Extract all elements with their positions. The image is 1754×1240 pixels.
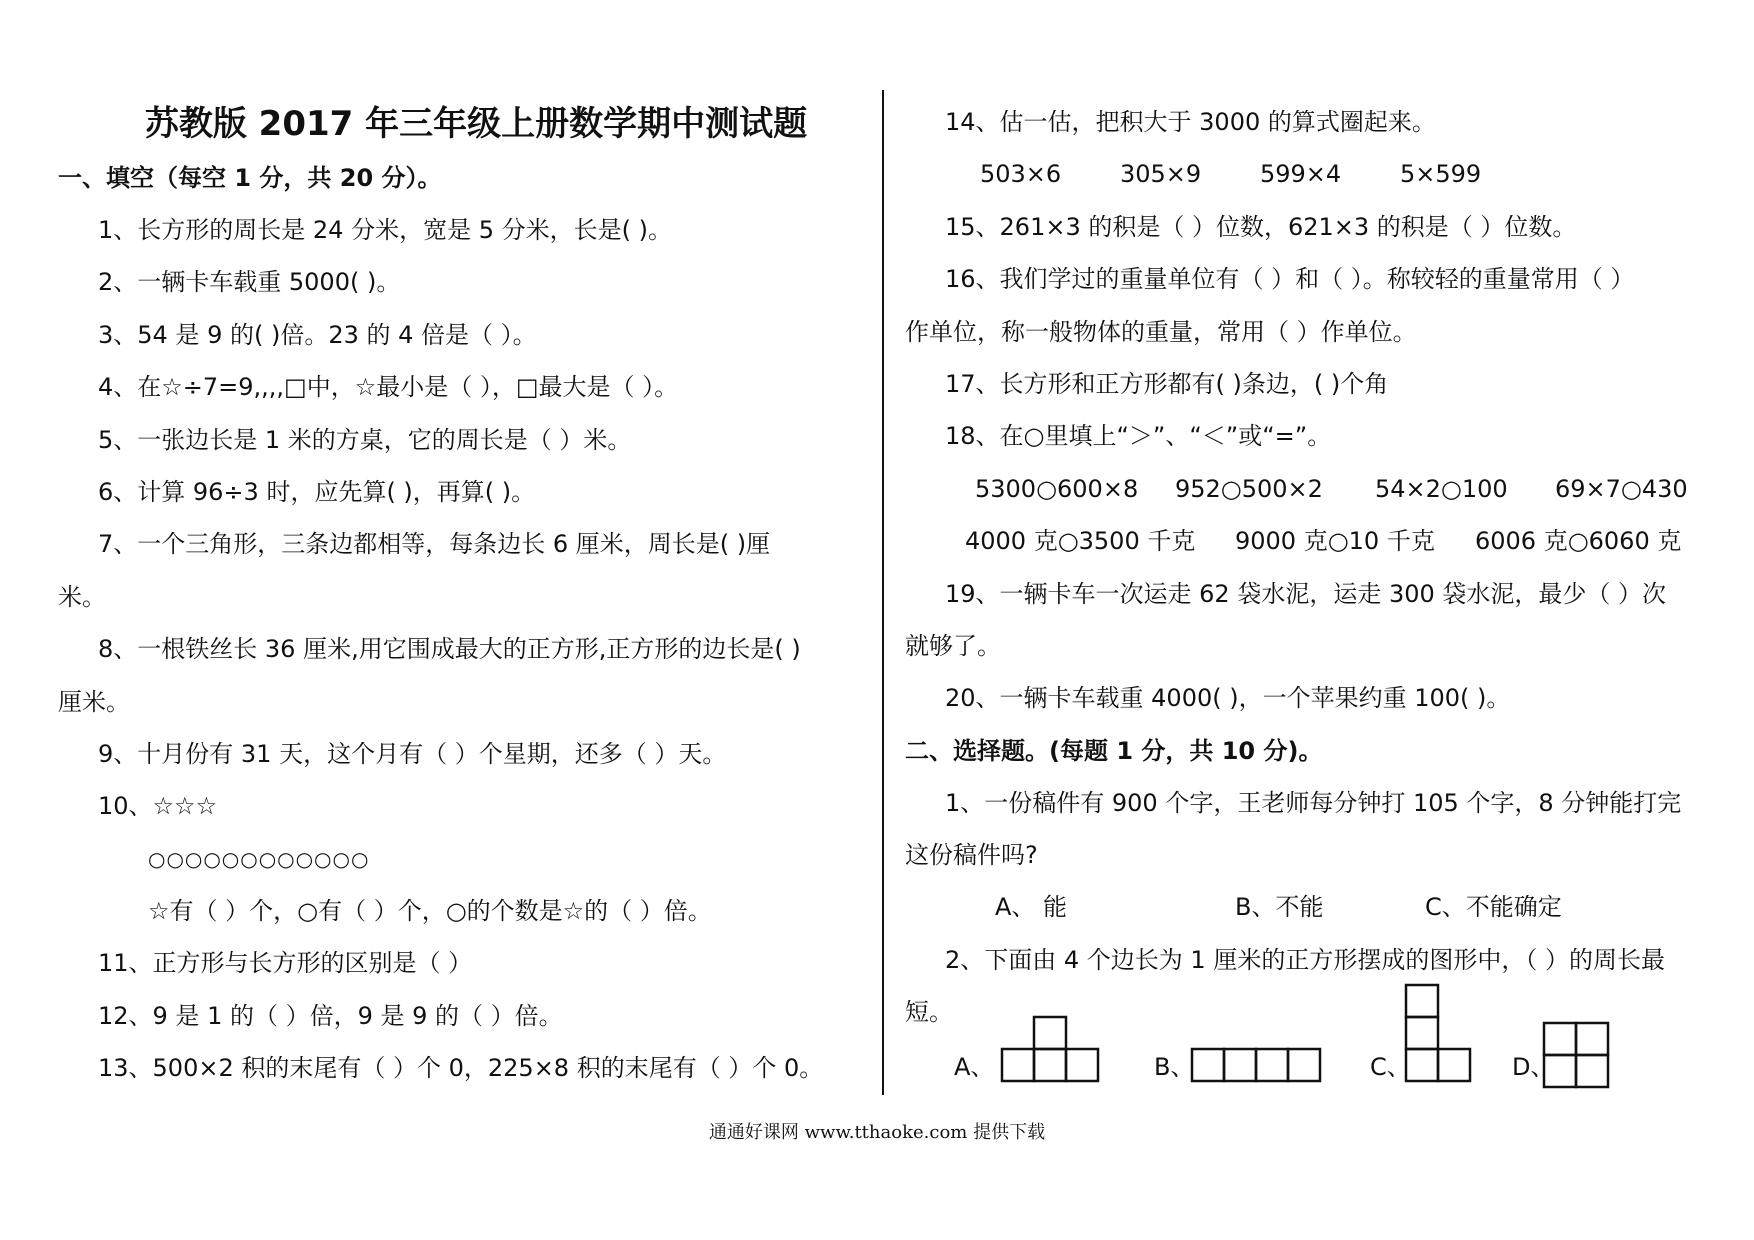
figure-c-label: C、 [1370, 1053, 1411, 1081]
question-7-line2: 米。 [58, 582, 106, 611]
choice-question-2-line2: 短。 [905, 998, 953, 1027]
shape-figures [940, 975, 1660, 1105]
question-2: 2、一辆卡车载重 5000( )。 [98, 268, 401, 297]
question-17: 17、长方形和正方形都有( )条边，( )个角 [945, 369, 1389, 398]
question-19-line2: 就够了。 [905, 631, 1001, 660]
question-9: 9、十月份有 31 天，这个月有（ ）个星期，还多（ ）天。 [98, 739, 727, 768]
question-18-row2 [905, 515, 1715, 567]
question-19-line1: 19、一辆卡车一次运走 62 袋水泥，运走 300 袋水泥，最少（ ）次 [945, 579, 1667, 608]
question-5: 5、一张边长是 1 米的方桌，它的周长是（ ）米。 [98, 425, 632, 454]
question-12: 12、9 是 1 的（ ）倍，9 是 9 的（ ）倍。 [98, 1001, 563, 1030]
figure-b [1192, 1049, 1320, 1081]
figure-b-label: B、 [1154, 1053, 1195, 1081]
comparison: 6006 克○6060 克 [1475, 527, 1682, 556]
comparison: 4000 克○3500 千克 [965, 527, 1196, 556]
option-c: C、不能确定 [1425, 893, 1562, 922]
figure-a-label: A、 [954, 1053, 995, 1081]
question-1: 1、长方形的周长是 24 分米，宽是 5 分米，长是( )。 [98, 216, 672, 244]
comparison: 9000 克○10 千克 [1235, 527, 1435, 556]
question-20: 20、一辆卡车载重 4000( )，一个苹果约重 100( )。 [945, 684, 1511, 713]
question-10-stars: 10、☆☆☆ [98, 792, 218, 821]
expression: 305×9 [1120, 160, 1202, 189]
figure-d-label: D、 [1512, 1053, 1555, 1081]
choice-question-1-line2: 这份稿件吗? [905, 841, 1038, 870]
choice-question-1-options [905, 881, 1715, 933]
comparison: 54×2○100 [1375, 474, 1508, 503]
question-14: 14、估一估，把积大于 3000 的算式圈起来。 [945, 108, 1436, 136]
figure-c [1406, 985, 1470, 1081]
option-a: A、 能 [995, 893, 1068, 922]
page-title: 苏教版 2017 年三年级上册数学期中测试题 [144, 104, 808, 144]
left-column [58, 96, 864, 1095]
choice-question-2-line1: 2、下面由 4 个边长为 1 厘米的正方形摆成的图形中，（ ）的周长最 [945, 945, 1665, 974]
question-8-line1: 8、一根铁丝长 36 厘米,用它围成最大的正方形,正方形的边长是( ) [98, 635, 801, 664]
question-3: 3、54 是 9 的( )倍。23 的 4 倍是（ ）。 [98, 320, 537, 349]
question-18: 18、在○里填上“＞”、“＜”或“=”。 [945, 422, 1332, 451]
question-4: 4、在☆÷7=9,,,,□中，☆最小是（ ），□最大是（ ）。 [98, 373, 679, 402]
right-column [905, 96, 1715, 1039]
question-18-row1 [905, 463, 1715, 515]
column-divider [882, 90, 884, 1095]
comparison: 952○500×2 [1175, 474, 1323, 503]
question-7-line1: 7、一个三角形，三条边都相等，每条边长 6 厘米，周长是( )厘 [98, 530, 771, 559]
expression: 503×6 [980, 160, 1062, 189]
question-16-line2: 作单位，称一般物体的重量，常用（ ）作单位。 [905, 317, 1417, 346]
choice-question-1-line1: 1、一份稿件有 900 个字，王老师每分钟打 105 个字，8 分钟能打完 [945, 788, 1682, 817]
option-b: B、不能 [1235, 893, 1324, 922]
comparison: 5300○600×8 [975, 474, 1139, 503]
question-10-circles: ○○○○○○○○○○○○ [148, 846, 370, 871]
question-14-expressions [905, 148, 1715, 200]
question-15: 15、261×3 的积是（ ）位数，621×3 的积是（ ）位数。 [945, 212, 1577, 241]
section1-heading: 一、填空（每空 1 分，共 20 分）。 [58, 164, 442, 192]
footer-credit: 通通好课网 www.tthaoke.com 提供下载 [708, 1122, 1046, 1143]
expression: 5×599 [1400, 160, 1482, 189]
question-8-line2: 厘米。 [58, 687, 130, 716]
question-13: 13、500×2 积的末尾有（ ）个 0，225×8 积的末尾有（ ）个 0。 [98, 1054, 824, 1083]
figure-a [1002, 1017, 1098, 1081]
comparison: 69×7○430 [1555, 474, 1688, 503]
section2-heading: 二、选择题。(每题 1 分，共 10 分)。 [905, 736, 1323, 765]
question-6: 6、计算 96÷3 时，应先算( )，再算( )。 [98, 477, 536, 506]
question-10-text: ☆有（ ）个，○有（ ）个，○的个数是☆的（ ）倍。 [148, 897, 712, 926]
expression: 599×4 [1260, 160, 1342, 189]
question-16-line1: 16、我们学过的重量单位有（ ）和（ ）。称较轻的重量常用（ ） [945, 265, 1635, 294]
question-11: 11、正方形与长方形的区别是（ ） [98, 949, 473, 978]
